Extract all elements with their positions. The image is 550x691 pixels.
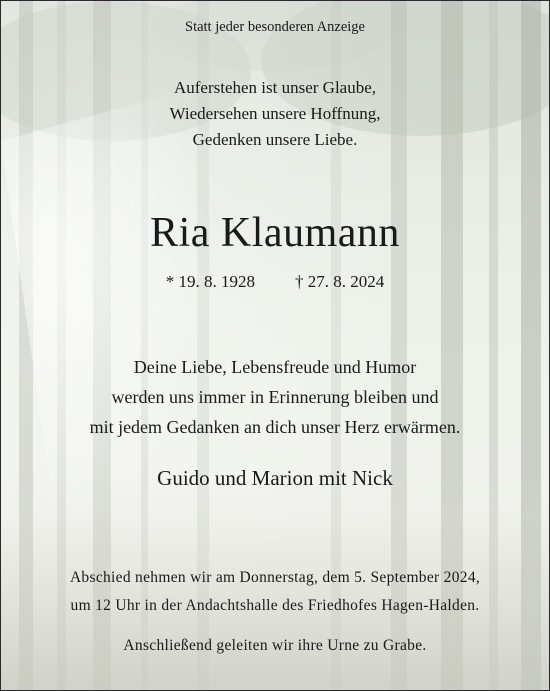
poem-line-1: Auferstehen ist unser Glaube,	[173, 78, 377, 97]
verse-line-2: werden uns immer in Erinnerung bleiben und	[111, 387, 439, 407]
intro-line: Statt jeder besonderen Anzeige	[185, 19, 365, 35]
mourners-names: Guido und Marion mit Nick	[157, 466, 393, 490]
birth-date: * 19. 8. 1928	[165, 272, 255, 291]
poem-line-2: Wiedersehen unsere Hoffnung,	[169, 104, 381, 123]
poem-line-3: Gedenken unsere Liebe.	[192, 130, 358, 149]
farewell-line-1: Abschied nehmen wir am Donnerstag, dem 5. September 2024,	[69, 569, 481, 586]
life-dates	[1, 272, 549, 292]
deceased-name: Ria Klaumann	[150, 210, 400, 256]
verse-line-1: Deine Liebe, Lebensfreude und Humor	[133, 357, 417, 377]
obituary-text	[1, 1, 549, 690]
farewell-line-2: um 12 Uhr in der Andachtshalle des Friedhofes Hagen-Halden.	[70, 597, 480, 614]
death-date: † 27. 8. 2024	[295, 272, 385, 291]
burial-note: Anschließend geleiten wir ihre Urne zu Grabe.	[123, 637, 427, 654]
verse-line-3: mit jedem Gedanken an dich unser Herz erwärmen.	[89, 417, 461, 437]
